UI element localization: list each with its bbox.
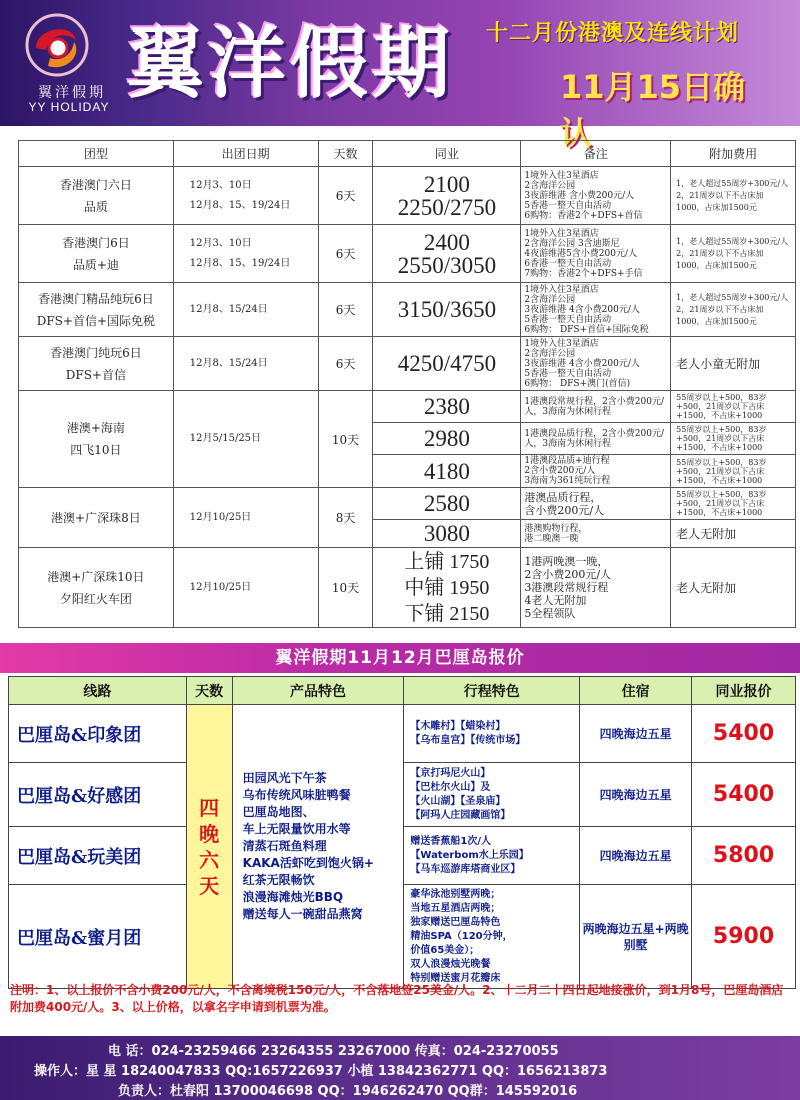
logo-text-en: YY HOLIDAY (28, 100, 110, 114)
extra-fee: 55周岁以上+500，83岁+500，21周岁以下占床+1500，不占床+1000 (671, 455, 796, 488)
bali-table (8, 676, 796, 989)
extra-fee: 55周岁以上+500，83岁+500，21周岁以下占床+1500，不占床+1000 (671, 423, 796, 455)
subtitle-plan: 十二月份港澳及连线计划 (486, 21, 740, 46)
trip-line: 价值65美金）； (410, 944, 480, 956)
tour-type: 香港澳门6日 (62, 235, 130, 250)
note-line: 3海南为361纯玩行程 (524, 476, 611, 486)
berth-price: 中铺 1950 (404, 576, 490, 599)
note-line: 含小费200元/人 (524, 503, 605, 517)
tour-date: 12月3、10日 (189, 237, 252, 249)
tour-days: 6天 (318, 283, 373, 337)
trip-line: 独家赠送巴厘岛特色 (410, 916, 501, 928)
note-line: 6购物： DFS+首信+国际免税 (524, 324, 649, 335)
tour-price: 2550/3050 (397, 252, 497, 278)
col-header: 产品特色 (232, 677, 404, 705)
col-header: 团型 (19, 141, 174, 167)
route-price: 5400 (692, 763, 796, 827)
tour-date: 12月10/25日 (173, 488, 318, 548)
bali-section-title: 翼洋假期11月12月巴厘岛报价 (275, 648, 525, 668)
note-line: 3夜游维港 4含小费200元/人 (524, 304, 640, 315)
tour-date: 12月8、15、19/24日 (189, 199, 291, 211)
tour-price: 2400 (423, 229, 470, 255)
tour-price: 4180 (373, 455, 521, 488)
trip-line: 【马车巡游库塔商业区】 (410, 863, 521, 875)
col-header: 附加费用 (671, 141, 796, 167)
tour-subtype: DFS+首信+国际免税 (36, 313, 156, 328)
contact-footer (0, 1036, 800, 1100)
table-row (19, 337, 796, 391)
table-row (19, 488, 796, 520)
logo-text-cn: 翼洋假期 (38, 85, 106, 101)
contact-manager: 负责人：杜春阳 13700046698 QQ：1946262470 QQ群：145592016 (118, 1084, 578, 1099)
trip-line: 精油SPA（120分钟， (410, 930, 513, 942)
note-line: 6购物：香港2个+DFS+首信 (524, 210, 643, 221)
trip-line: 【巴杜尔火山】及 (410, 781, 491, 793)
tour-subtype: DFS+首信 (65, 367, 126, 382)
berth-price: 上铺 1750 (404, 550, 490, 573)
route-price: 5400 (692, 705, 796, 763)
note-line: 5香港一整天自由活动 (524, 200, 612, 211)
tour-date: 12月3、10日 (189, 179, 252, 191)
note-line: 2含小费200元/人 (524, 568, 612, 581)
note-line: 5香港一整天自由活动 (524, 314, 612, 325)
tour-price: 3150/3650 (373, 283, 521, 337)
contact-phone: 电 话：024-23259466 23264355 23267000 传真：024-23270055 (108, 1044, 559, 1059)
col-header: 行程特色 (404, 677, 580, 705)
note-line: 2含海洋公园 3含迪斯尼 (524, 238, 620, 249)
extra-fee: 1，老人超过55周岁+300元/人2，21周岁以下不占床加1000，占床加1500元 (671, 167, 796, 225)
hotel-info: 两晚海边五星+两晚别墅 (580, 885, 692, 989)
col-header: 住宿 (580, 677, 692, 705)
note-line: 5香港一整天自由活动 (524, 368, 612, 379)
tour-type: 港澳+广深珠8日 (19, 488, 174, 548)
extra-fee: 老人小童无附加 (671, 337, 796, 391)
berth-price: 下铺 2150 (404, 602, 490, 625)
extra-fee: 55周岁以上+500，83岁+500，21周岁以下占床+1500，不占床+1000 (671, 488, 796, 520)
extra-fee: 老人无附加 (671, 548, 796, 628)
route-name: 巴厘岛&玩美团 (9, 827, 187, 885)
tour-type: 香港澳门精品纯玩6日 (38, 291, 154, 306)
table-row (19, 167, 796, 225)
tour-days: 四晚六天 (199, 795, 220, 898)
trip-line: 【火山湖】【圣泉庙】 (410, 795, 506, 807)
table-row (19, 548, 796, 628)
tour-days: 6天 (318, 225, 373, 283)
note-line: 6购物： DFS+澳门(首信) (524, 378, 631, 389)
note-line: 1境外入住3星酒店 (524, 170, 599, 181)
col-header: 备注 (521, 141, 671, 167)
note-line: 2含海洋公园 (524, 348, 576, 359)
tour-date: 12月10/25日 (173, 548, 318, 628)
tour-days: 10天 (318, 548, 373, 628)
trip-line: 【Waterbom水上乐园】 (410, 849, 529, 861)
tour-price: 2250/2750 (397, 194, 497, 220)
note-line: 3夜游维港 4含小费200元/人 (524, 358, 640, 369)
note-line: 1境外入住3星酒店 (524, 284, 599, 295)
col-header: 同业报价 (692, 677, 796, 705)
feature-line: 清蒸石斑鱼料理 (242, 839, 327, 853)
footnote: 注明：1、以上报价不含小费200元/人，不含离境税150元/人，不含落地签25美金/人。2、十二月二十四日起地接涨价，到1月8号，巴厘岛酒店附加费400元/人。3、以上价格，以拿名字申请到机票为准。 (10, 983, 784, 1014)
note-line: 1港澳段常规行程，2含小费200元/人，3海南为休闲行程 (521, 391, 671, 423)
tour-price: 2100 (423, 171, 470, 197)
trip-line: 【京打玛尼火山】 (410, 767, 491, 779)
trip-line: 【阿玛人庄园藏画馆】 (410, 809, 511, 821)
feature-line: 赠送每人一碗甜品燕窝 (242, 907, 363, 921)
note-line: 2含海洋公园 (524, 294, 576, 305)
route-name: 巴厘岛&蜜月团 (9, 885, 187, 989)
note-line: 1港澳段品质行程，2含小费200元/人，3海南为休闲行程 (521, 423, 671, 455)
note-line: 港澳品质行程， (524, 490, 602, 504)
trip-line: 豪华泳池别墅两晚； (410, 888, 501, 900)
header-banner (0, 0, 800, 152)
bali-section-bar (0, 643, 800, 673)
table-row (19, 225, 796, 283)
tour-days: 8天 (318, 488, 373, 548)
trip-line: 赠送香蕉船1次/人 (410, 835, 492, 847)
tour-date: 12月8、15/24日 (189, 303, 268, 315)
feature-line: 浪漫海滩烛光BBQ (242, 890, 344, 904)
note-line: 港二晚澳一晚 (524, 533, 579, 544)
note-line: 2含小费200元/人 (524, 466, 596, 476)
route-name: 巴厘岛&印象团 (9, 705, 187, 763)
note-line: 6香港一整天自由活动 (524, 258, 612, 269)
note-line: 3港澳段常规行程 (524, 581, 609, 594)
tour-date: 12月8、15/24日 (189, 357, 268, 369)
extra-fee: 55周岁以上+500，83岁+500，21周岁以下占床+1500，不占床+1000 (671, 391, 796, 423)
feature-line: KAKA活虾吃到饱火锅+ (242, 856, 374, 870)
table-row (9, 705, 796, 763)
tour-date: 12月8、15、19/24日 (189, 257, 291, 269)
table-row (19, 391, 796, 423)
extra-fee: 1，老人超过55周岁+300元/人2，21周岁以下不占床加1000，占床加1500元 (671, 225, 796, 283)
note-line: 港澳购物行程， (524, 523, 588, 534)
route-price: 5800 (692, 827, 796, 885)
feature-line: 乌布传统风味脏鸭餐 (242, 788, 351, 802)
col-header: 线路 (9, 677, 187, 705)
hotel-info: 四晚海边五星 (580, 763, 692, 827)
tour-type: 港澳+海南 (66, 421, 125, 435)
extra-fee: 老人无附加 (671, 520, 796, 548)
subtitle-confirm: 11月15日确认 (560, 68, 746, 152)
tour-subtype: 品质+迪 (72, 257, 119, 272)
note-line: 1港两晚澳一晚， (524, 555, 609, 568)
note-line: 1境外入住3星酒店 (524, 228, 599, 239)
tour-type: 香港澳门六日 (59, 177, 132, 192)
table-row (19, 283, 796, 337)
note-line: 4夜游维港5含小费200元/人 (524, 248, 638, 259)
logo-icon (22, 10, 92, 80)
tour-subtype: 品质 (83, 199, 108, 214)
note-line: 5全程领队 (524, 607, 576, 620)
tour-price: 2980 (373, 423, 521, 455)
col-header: 天数 (318, 141, 373, 167)
trip-line: 【木雕村】【蜡染村】 (410, 720, 506, 732)
route-name: 巴厘岛&好感团 (9, 763, 187, 827)
tour-date: 12月5/15/25日 (173, 391, 318, 488)
tour-price: 4250/4750 (373, 337, 521, 391)
tour-subtype: 夕阳红火车团 (59, 591, 132, 606)
route-price: 5900 (692, 885, 796, 989)
note-line: 3夜游维港 含小费200元/人 (524, 190, 635, 201)
feature-line: 红茶无限畅饮 (242, 873, 315, 887)
tour-days: 6天 (318, 167, 373, 225)
tour-days: 6天 (318, 337, 373, 391)
table-header-row (19, 141, 796, 167)
tour-type: 港澳+广深珠10日 (47, 569, 145, 584)
note-line: 2含海洋公园 (524, 180, 576, 191)
hk-macau-table (18, 140, 796, 628)
note-line: 7购物：香港2个+DFS+手信 (524, 268, 643, 279)
note-line: 1境外入住3星酒店 (524, 338, 599, 349)
hotel-info: 四晚海边五星 (580, 705, 692, 763)
trip-line: 当地五星酒店两晚； (410, 902, 501, 914)
tour-days: 10天 (318, 391, 373, 488)
hotel-info: 四晚海边五星 (580, 827, 692, 885)
table-header-row (9, 677, 796, 705)
feature-line: 车上无限量饮用水等 (242, 822, 351, 836)
brand-title: 翼洋假期 (126, 18, 455, 109)
feature-line: 巴厘岛地图、 (242, 805, 315, 819)
col-header: 天数 (186, 677, 232, 705)
contact-operator: 操作人：星 星 18240047833 QQ:1657226937 小植 13842362771 QQ：1656213873 (34, 1064, 608, 1079)
trip-line: 【乌布皇宫】【传统市场】 (410, 734, 526, 746)
feature-line: 田园风光下午茶 (242, 771, 327, 785)
note-line: 1港澳段品质+迪行程 (524, 456, 610, 466)
col-header: 出团日期 (173, 141, 318, 167)
note-line: 4老人无附加 (524, 594, 587, 607)
trip-line: 双人浪漫烛光晚餐 (410, 958, 491, 970)
trip-line: 特别赠送蜜月花瓣床 (410, 972, 501, 984)
tour-price: 2380 (373, 391, 521, 423)
tour-subtype: 四飞10日 (70, 443, 122, 457)
tour-price: 2580 (373, 488, 521, 520)
tour-price: 3080 (373, 520, 521, 548)
tour-type: 香港澳门纯玩6日 (50, 345, 142, 360)
col-header: 同业 (373, 141, 521, 167)
extra-fee: 1，老人超过55周岁+300元/人2，21周岁以下不占床加1000，占床加1500元 (671, 283, 796, 337)
